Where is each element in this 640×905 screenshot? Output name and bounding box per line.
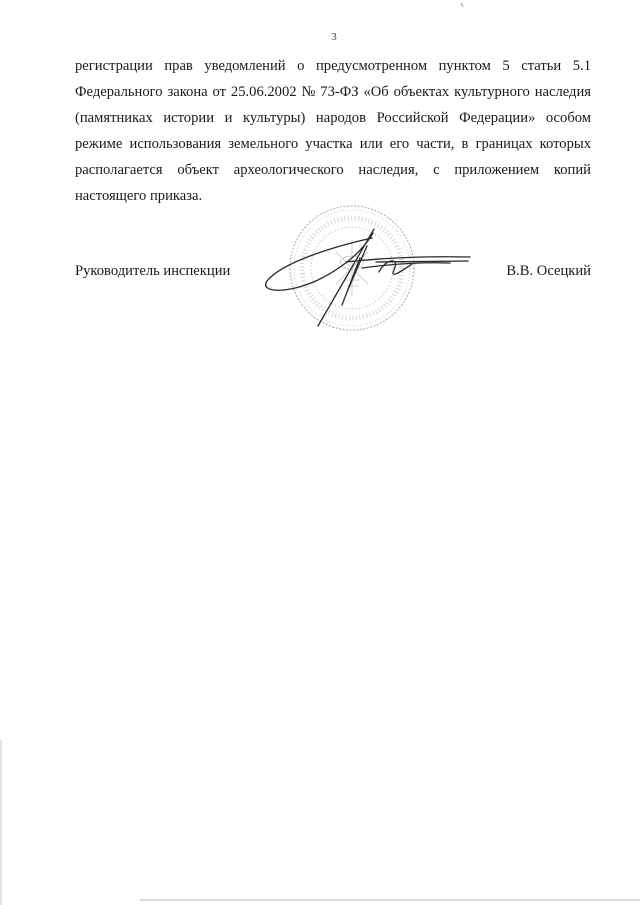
paragraph-line [75,53,591,79]
body-paragraph [75,53,591,209]
paragraph-line [75,157,591,183]
signatory-name: В.В. Осецкий [506,263,591,279]
paragraph-line [75,131,591,157]
paragraph-line-text: Федерального закона от 25.06.2002 № 73-ФЗ «Об объектах культурного наследия [75,84,591,100]
paragraph-line-text: (памятниках истории и культуры) народов Российской Федерации» особом [75,110,591,126]
paragraph-line-text: располагается объект археологического наследия, с приложением копий [75,162,591,178]
paragraph-line [75,105,591,131]
page-number: 3 [331,31,337,43]
signatory-position: Руководитель инспекции [75,263,231,279]
paragraph-line [75,79,591,105]
paragraph-line-text: регистрации прав уведомлений о предусмотренном пунктом 5 статьи 5.1 [75,58,591,74]
signature-row [75,258,591,284]
scan-corner-mark [461,3,463,7]
paragraph-line-last [75,183,591,209]
paragraph-line-text: настоящего приказа. [75,188,203,204]
paragraph-line-text: режиме использования земельного участка или его части, в границах которых [75,136,591,152]
